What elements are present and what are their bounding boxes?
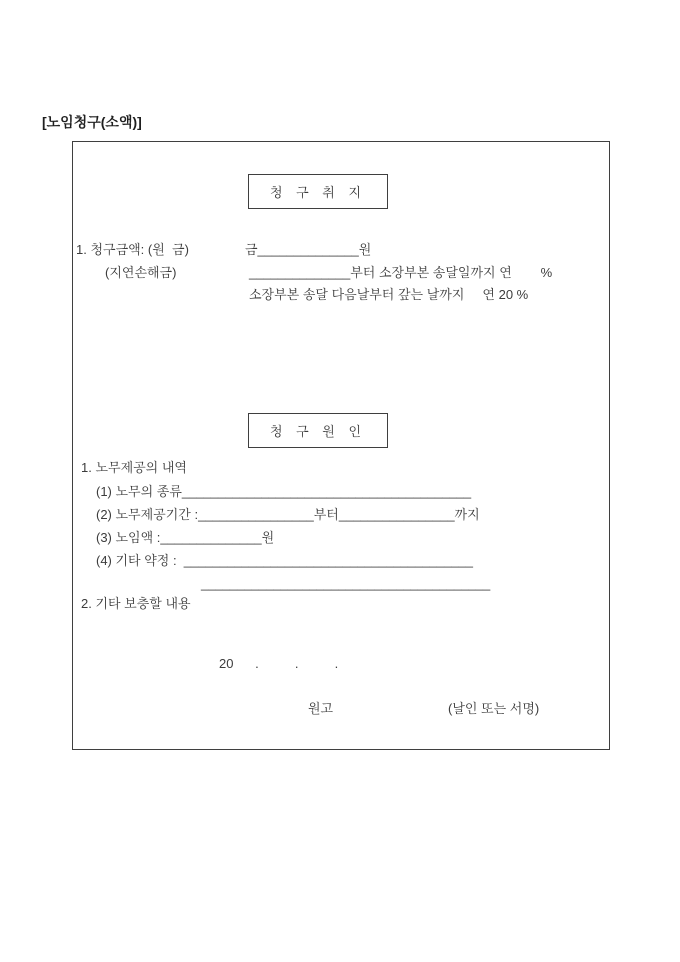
delay-damages-blank: ______________부터 소장부본 송달일까지 연 % [249, 265, 553, 280]
document-form-box [72, 141, 610, 750]
claim-amount-label: 1. 청구금액: (원 금) [76, 242, 189, 257]
delay-damages-line2: 소장부본 송달 다음날부터 갚는 날까지 연 20 % [249, 287, 529, 302]
claim-amount-blank: 금______________원 [245, 242, 372, 257]
wage-amount-line: (3) 노임액 :______________원 [96, 530, 275, 545]
claim-purpose-header-label: 청 구 취 지 [269, 185, 367, 200]
date-line: 20 . . . [219, 656, 339, 671]
labor-type-line: (1) 노무의 종류________________________________________ [96, 484, 472, 499]
other-agreement-continuation-line: ________________________________________ [201, 576, 491, 591]
claim-cause-header-label: 청 구 원 인 [269, 424, 367, 439]
claim-purpose-header-box [248, 174, 388, 209]
signature-note: (날인 또는 서명) [448, 701, 540, 716]
other-agreement-line: (4) 기타 약정 : ________________________________________ [96, 553, 473, 568]
labor-period-line: (2) 노무제공기간 :________________부터________________까지 [96, 507, 480, 522]
delay-damages-label: (지연손해금) [105, 265, 177, 280]
claim-cause-header-box [248, 413, 388, 448]
supplementary-content-title: 2. 기타 보충할 내용 [81, 596, 191, 611]
plaintiff-label: 원고 [308, 701, 334, 716]
labor-details-title: 1. 노무제공의 내역 [81, 460, 187, 475]
page-title: [노임청구(소액)] [42, 114, 142, 130]
